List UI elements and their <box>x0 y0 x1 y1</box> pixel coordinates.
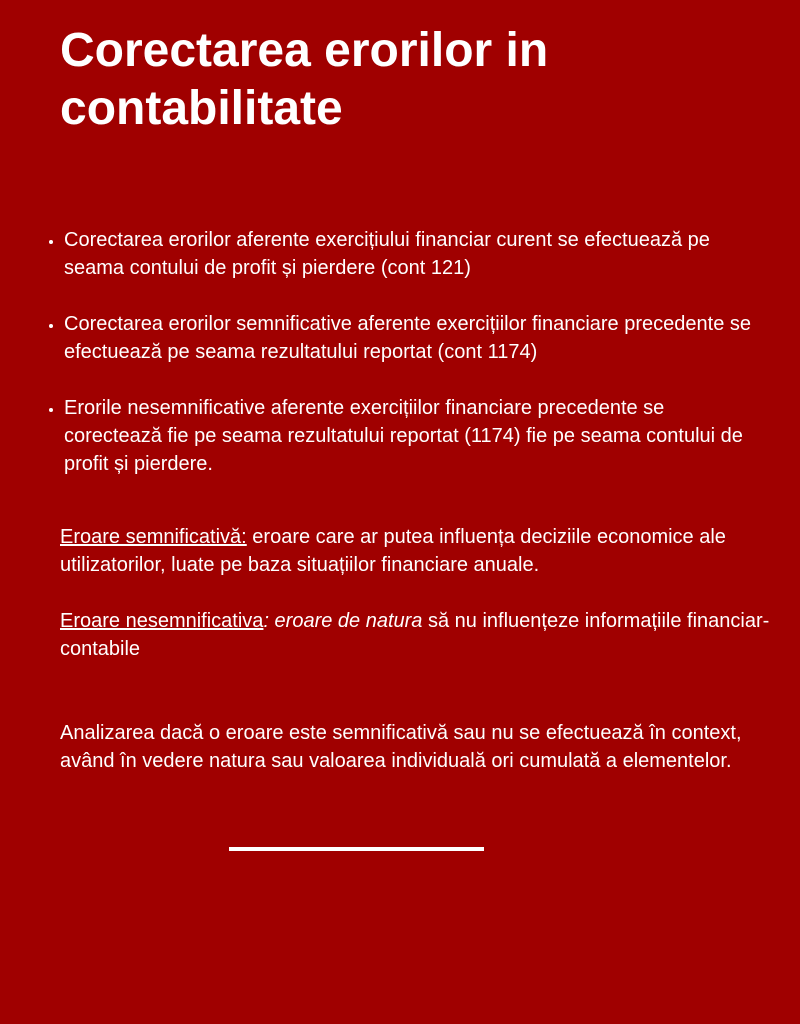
definition-text: eroare care ar putea influența deciziile economice ale utilizatorilor, luate pe baza situațiilor financiare anuale. <box>60 526 726 576</box>
list-item: • Erorile nesemnificative aferente exercițiilor financiare precedente se corectează fie pe seama rezultatului reportat (1174) fie pe seama contului de profit și pierdere. <box>64 394 764 478</box>
analysis-note: Analizarea dacă o eroare este semnificativă sau nu se efectuează în context, având în vedere natura sau valoarea individuală ori cumulată a elementelor. <box>60 722 742 772</box>
definition-italic-text: : eroare de natura <box>263 610 423 632</box>
list-item: • Corectarea erorilor aferente exercițiului financiar curent se efectuează pe seama contului de profit și pierdere (cont 121) <box>64 226 764 282</box>
divider-line <box>229 847 484 851</box>
definition-text: să nu influențeze informațiile financiar-contabile <box>60 610 770 660</box>
definition-term: Eroare semnificativă: <box>60 526 247 548</box>
list-item: • Corectarea erorilor semnificative aferente exercițiilor financiare precedente se efectuează pe seama rezultatului reportat (cont 1174) <box>64 310 764 366</box>
definition-insignificant <box>60 607 780 663</box>
definition-significant <box>60 523 750 579</box>
page-title: Corectarea erorilor in contabilitate <box>60 24 549 135</box>
definition-term: Eroare nesemnificativa <box>60 610 264 632</box>
bullet-list <box>36 226 764 506</box>
